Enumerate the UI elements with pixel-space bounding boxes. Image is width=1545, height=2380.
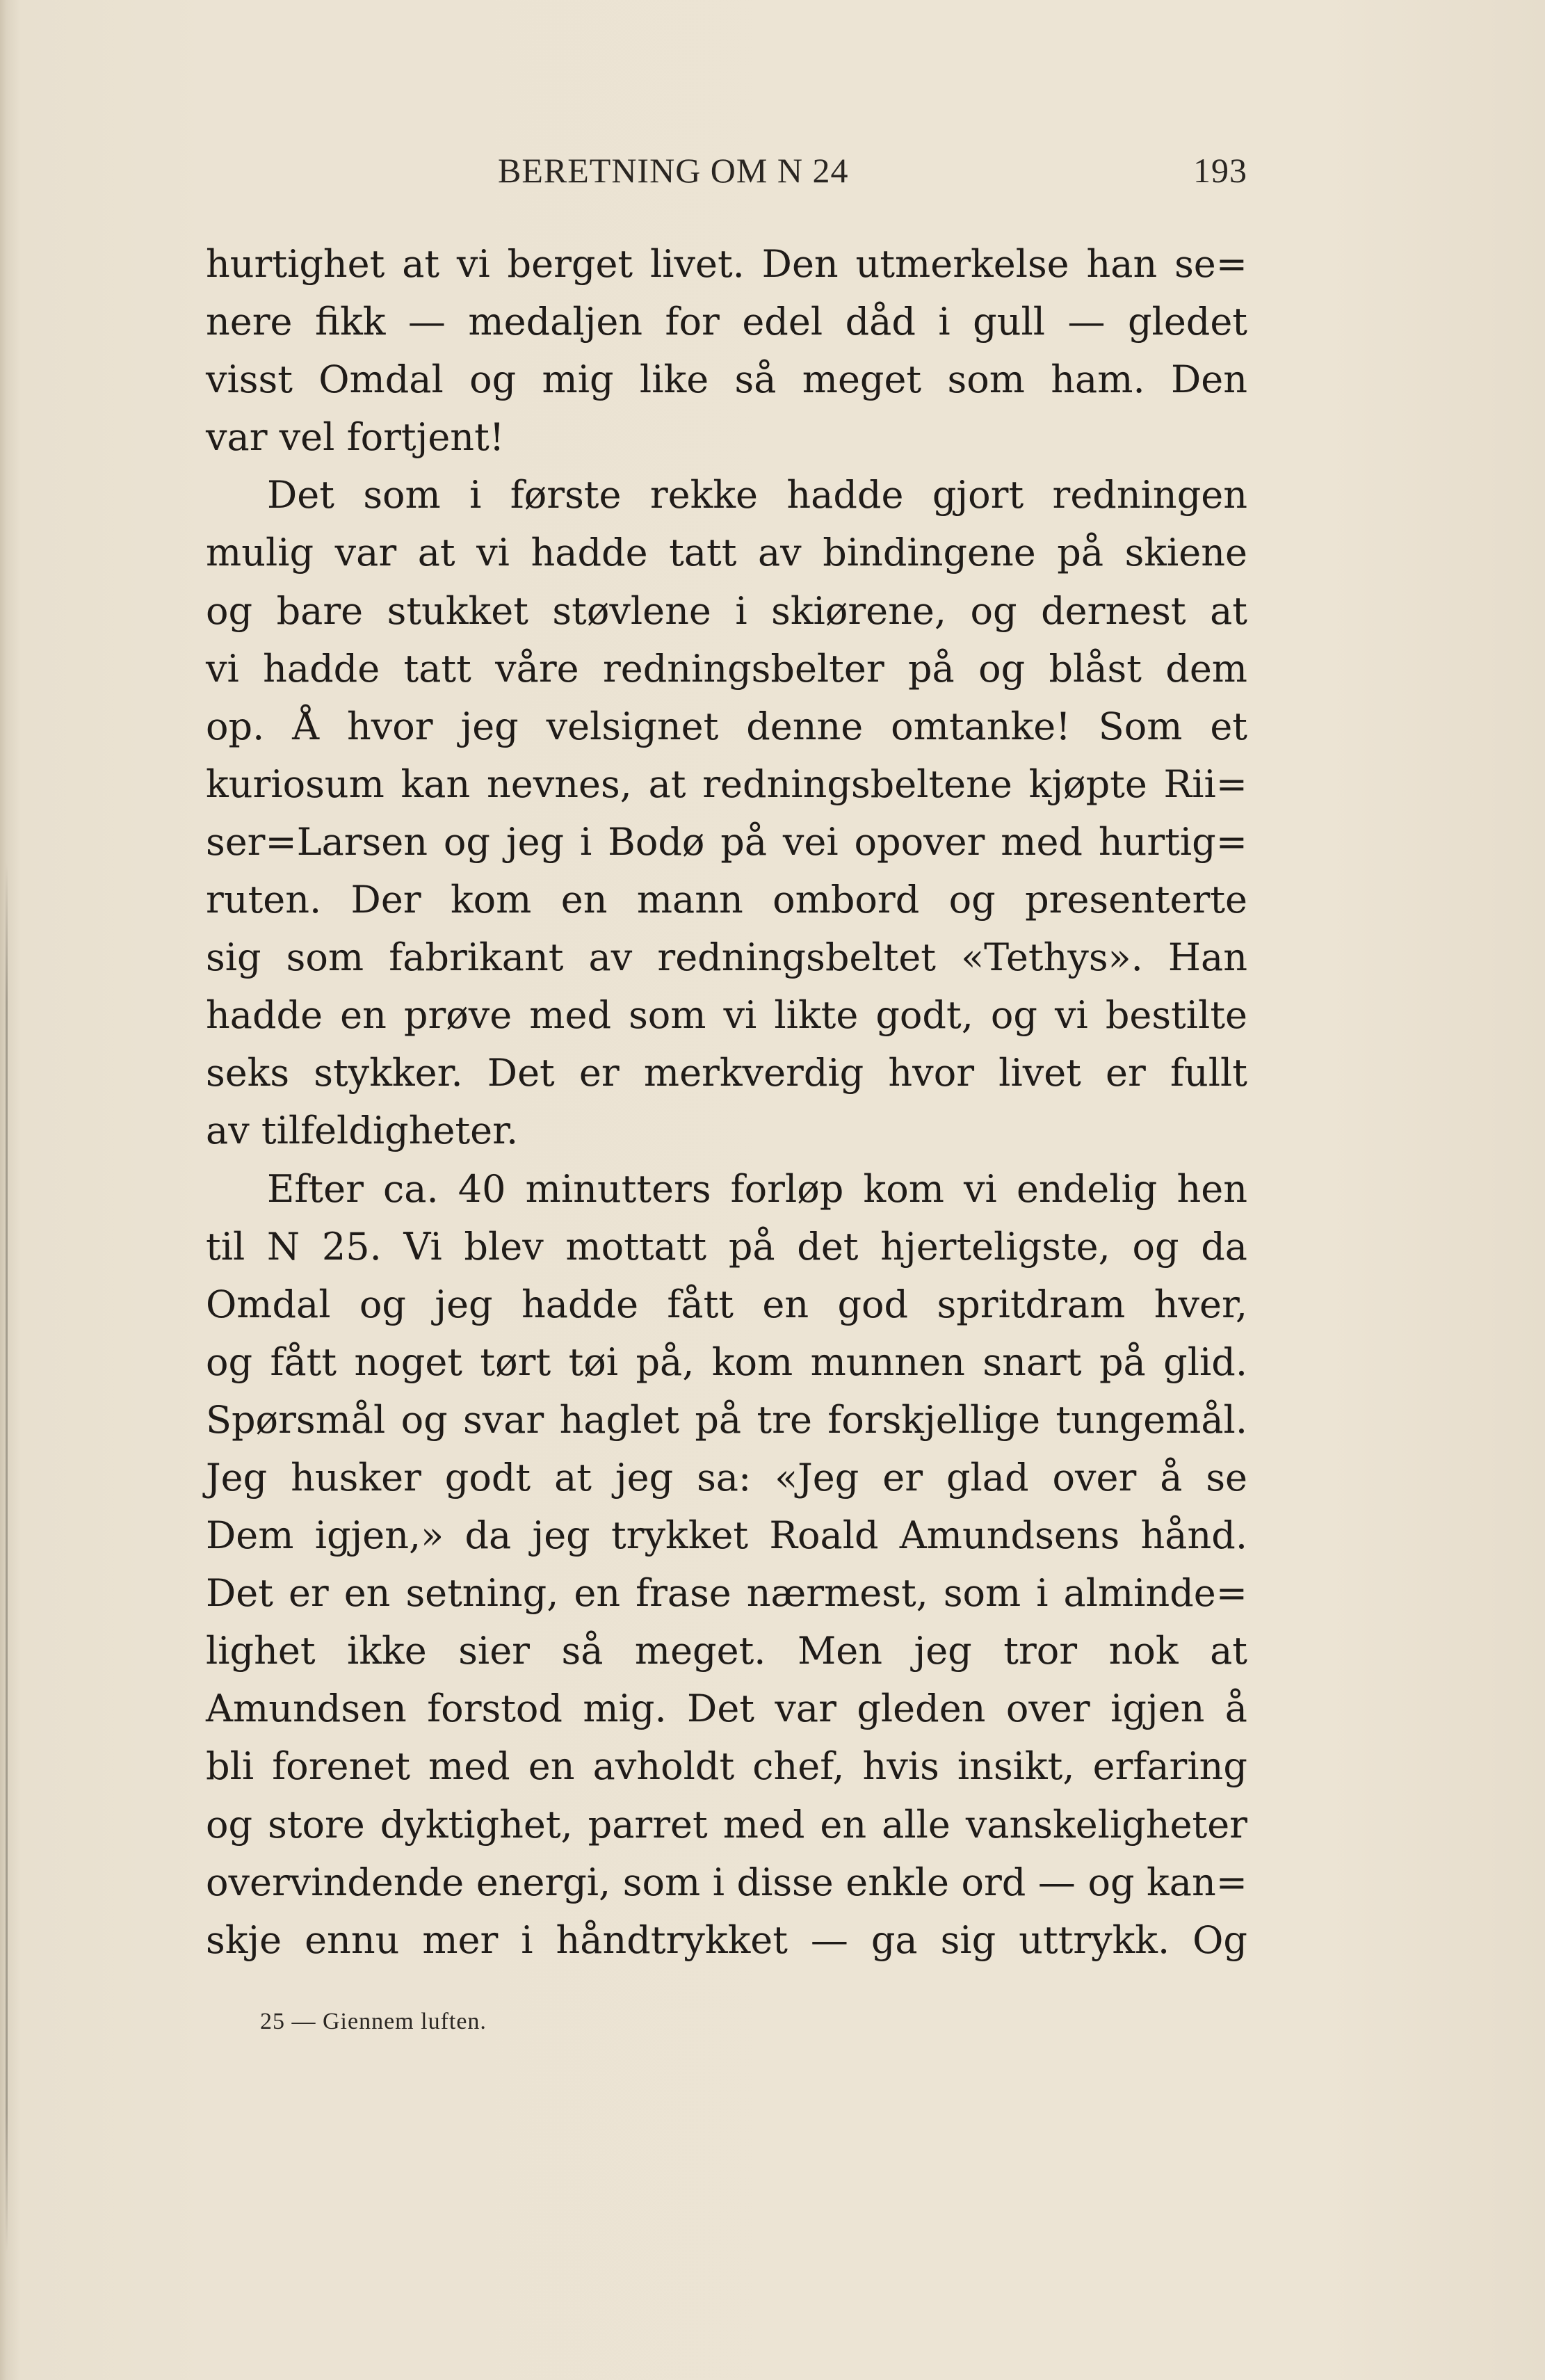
gutter-shadow (6, 862, 8, 2253)
text-line: op. Å hvor jeg velsignet denne omtanke! Som et (206, 704, 1247, 748)
text-line: Jeg husker godt at jeg sa: «Jeg er glad over å se (206, 1455, 1247, 1499)
text-line: seks stykker. Det er merkverdig hvor livet er fullt (206, 1051, 1247, 1095)
text-line: ser=Larsen og jeg i Bodø på vei opover med hurtig= (206, 819, 1247, 864)
text-line: overvindende energi, som i disse enkle ord — og kan= (206, 1860, 1247, 1904)
text-line: Dem igjen,» da jeg trykket Roald Amundsens hånd. (206, 1513, 1247, 1558)
running-title: BERETNING OM N 24 (498, 151, 849, 190)
text-line: var vel fortjent! (206, 415, 505, 460)
text-line: Spørsmål og svar haglet på tre forskjellige tungemål. (206, 1397, 1247, 1442)
text-line: ruten. Der kom en mann ombord og presenterte (206, 878, 1247, 922)
text-line: til N 25. Vi blev mottatt på det hjerteligste, og da (206, 1224, 1247, 1269)
page-number: 193 (1193, 151, 1247, 190)
text-line: Det er en setning, en frase nærmest, som i alminde= (206, 1571, 1247, 1616)
text-line: Efter ca. 40 minutters forløp kom vi endelig hen (267, 1166, 1247, 1211)
text-line: nere fikk — medaljen for edel dåd i gull — gledet (206, 300, 1247, 344)
text-line: hadde en prøve med som vi likte godt, og vi bestilte (206, 993, 1247, 1038)
text-line: sig som fabrikant av redningsbeltet «Tethys». Han (206, 935, 1247, 980)
text-line: Det som i første rekke hadde gjort redningen (267, 473, 1247, 517)
printer-signature: 25 — Giennem luften. (260, 2009, 487, 2034)
text-line: visst Omdal og mig like så meget som ham. Den (206, 357, 1247, 402)
text-line: av tilfeldigheter. (206, 1109, 519, 1153)
text-line: hurtighet at vi berget livet. Den utmerkelse han se= (206, 242, 1247, 286)
running-head (206, 150, 1247, 199)
text-line: skje ennu mer i håndtrykket — ga sig uttrykk. Og (206, 1917, 1247, 1962)
body-text (206, 235, 1247, 1969)
text-line: og bare stukket støvlene i skiørene, og dernest at (206, 588, 1247, 633)
text-line: lighet ikke sier så meget. Men jeg tror nok at (206, 1629, 1247, 1673)
text-line: bli forenet med en avholdt chef, hvis insikt, erfaring (206, 1744, 1247, 1789)
text-line: og store dyktighet, parret med en alle vanskeligheter (206, 1802, 1247, 1847)
text-line: mulig var at vi hadde tatt av bindingene på skiene (206, 531, 1247, 575)
text-line: Amundsen forstod mig. Det var gleden over igjen å (206, 1687, 1247, 1731)
text-line: vi hadde tatt våre redningsbelter på og blåst dem (206, 646, 1247, 691)
text-line: kuriosum kan nevnes, at redningsbeltene kjøpte Rii= (206, 762, 1247, 806)
text-line: og fått noget tørt tøi på, kom munnen snart på glid. (206, 1340, 1247, 1384)
text-line: Omdal og jeg hadde fått en god spritdram hver, (206, 1282, 1247, 1326)
